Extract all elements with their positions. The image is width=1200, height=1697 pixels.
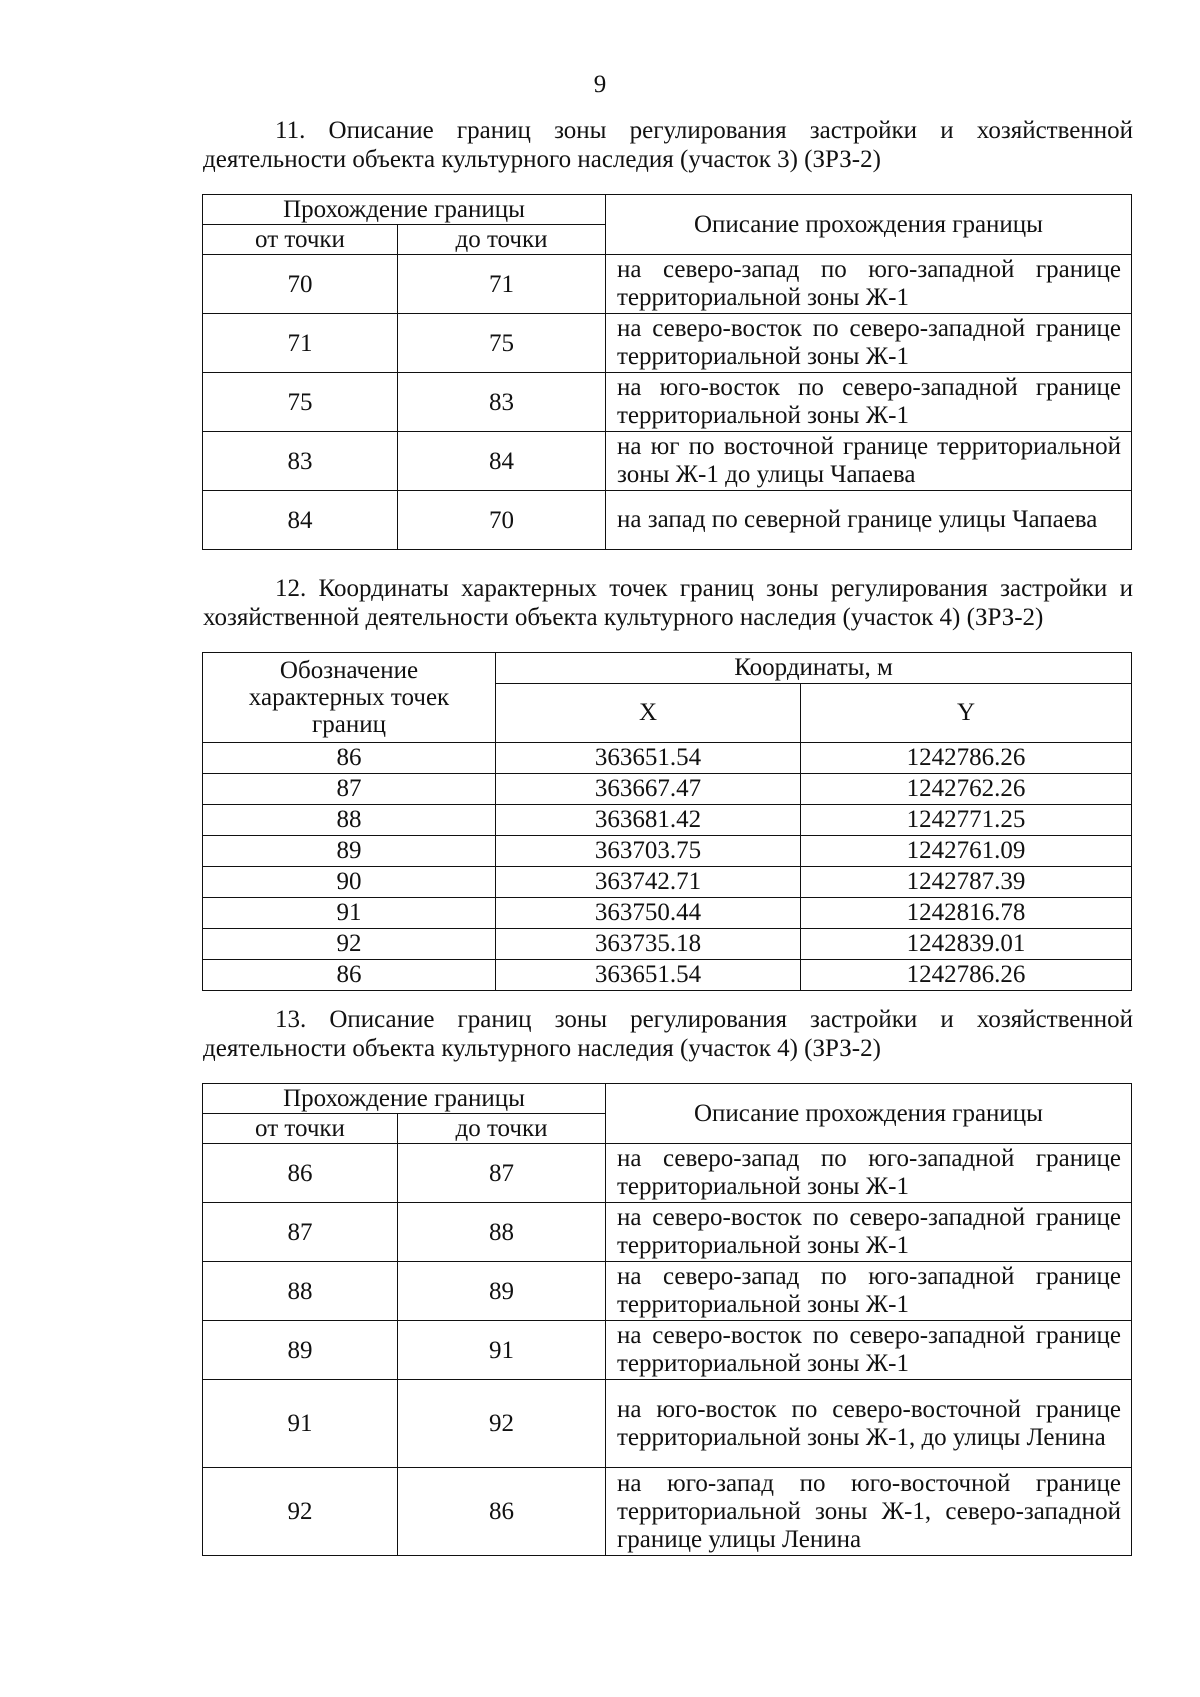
coordinates-table-section-12 [202, 652, 1132, 991]
boundary-description: на северо-запад по юго-западной границе территориальной зоны Ж-1 [606, 1262, 1132, 1321]
coord-x: 363703.75 [496, 836, 801, 867]
point-id: 86 [203, 743, 496, 774]
coord-x: 363651.54 [496, 960, 801, 991]
from-point: 71 [203, 314, 398, 373]
from-point: 83 [203, 432, 398, 491]
from-point: 88 [203, 1262, 398, 1321]
from-point: 87 [203, 1203, 398, 1262]
coord-x: 363651.54 [496, 743, 801, 774]
point-id: 86 [203, 960, 496, 991]
page-number: 9 [593, 71, 607, 98]
header-from-point: от точки [203, 225, 398, 255]
boundary-description: на северо-восток по северо-западной границе территориальной зоны Ж-1 [606, 314, 1132, 373]
from-point: 91 [203, 1380, 398, 1468]
coord-y: 1242787.39 [801, 867, 1132, 898]
table-row [203, 1321, 1132, 1380]
boundary-description: на юго-восток по северо-восточной границе территориальной зоны Ж-1, до улицы Ленина [606, 1380, 1132, 1468]
from-point: 75 [203, 373, 398, 432]
to-point: 71 [398, 255, 606, 314]
table-row [203, 373, 1132, 432]
header-coordinates: Координаты, м [496, 653, 1132, 684]
header-to-point: до точки [398, 225, 606, 255]
coord-x: 363750.44 [496, 898, 801, 929]
point-id: 92 [203, 929, 496, 960]
point-id: 87 [203, 774, 496, 805]
table-row [203, 960, 1132, 991]
to-point: 83 [398, 373, 606, 432]
table-row [203, 255, 1132, 314]
to-point: 87 [398, 1144, 606, 1203]
table-row [203, 836, 1132, 867]
header-y: Y [801, 684, 1132, 743]
to-point: 89 [398, 1262, 606, 1321]
to-point: 91 [398, 1321, 606, 1380]
table-row [203, 898, 1132, 929]
table-row [203, 743, 1132, 774]
coord-y: 1242762.26 [801, 774, 1132, 805]
boundary-description: на северо-запад по юго-западной границе территориальной зоны Ж-1 [606, 1144, 1132, 1203]
boundary-description: на юго-запад по юго-восточной границе территориальной зоны Ж-1, северо-западной границе улицы Ленина [606, 1468, 1132, 1556]
boundary-description: на северо-восток по северо-западной границе территориальной зоны Ж-1 [606, 1203, 1132, 1262]
to-point: 84 [398, 432, 606, 491]
header-boundary-description: Описание прохождения границы [606, 1084, 1132, 1144]
table-row [203, 1203, 1132, 1262]
coord-y: 1242816.78 [801, 898, 1132, 929]
boundary-description: на северо-запад по юго-западной границе территориальной зоны Ж-1 [606, 255, 1132, 314]
header-boundary-passage: Прохождение границы [203, 1084, 606, 1114]
boundary-description: на юг по восточной границе территориальной зоны Ж-1 до улицы Чапаева [606, 432, 1132, 491]
coord-y: 1242839.01 [801, 929, 1132, 960]
from-point: 84 [203, 491, 398, 550]
to-point: 92 [398, 1380, 606, 1468]
header-point-label: Обозначение характерных точек границ [203, 653, 496, 743]
to-point: 70 [398, 491, 606, 550]
from-point: 70 [203, 255, 398, 314]
header-x: X [496, 684, 801, 743]
table-row [203, 1468, 1132, 1556]
table-row [203, 929, 1132, 960]
section-12-heading: 12. Координаты характерных точек границ зоны регулирования застройки и хозяйственной деятельности объекта культурного наследия (участок 4) (ЗРЗ-2) [203, 575, 1133, 631]
header-boundary-description: Описание прохождения границы [606, 195, 1132, 255]
from-point: 92 [203, 1468, 398, 1556]
to-point: 75 [398, 314, 606, 373]
table-row [203, 314, 1132, 373]
coord-y: 1242786.26 [801, 960, 1132, 991]
section-11-heading: 11. Описание границ зоны регулирования застройки и хозяйственной деятельности объекта культурного наследия (участок 3) (ЗРЗ-2) [203, 117, 1133, 173]
table-row [203, 491, 1132, 550]
section-13-heading: 13. Описание границ зоны регулирования застройки и хозяйственной деятельности объекта культурного наследия (участок 4) (ЗРЗ-2) [203, 1006, 1133, 1062]
from-point: 89 [203, 1321, 398, 1380]
table-row [203, 1380, 1132, 1468]
header-from-point: от точки [203, 1114, 398, 1144]
to-point: 88 [398, 1203, 606, 1262]
header-to-point: до точки [398, 1114, 606, 1144]
boundary-description: на юго-восток по северо-западной границе территориальной зоны Ж-1 [606, 373, 1132, 432]
table-row [203, 1262, 1132, 1321]
table-row [203, 774, 1132, 805]
header-boundary-passage: Прохождение границы [203, 195, 606, 225]
coord-x: 363667.47 [496, 774, 801, 805]
coord-x: 363742.71 [496, 867, 801, 898]
coord-y: 1242771.25 [801, 805, 1132, 836]
table-row [203, 867, 1132, 898]
point-id: 89 [203, 836, 496, 867]
coord-x: 363735.18 [496, 929, 801, 960]
coord-y: 1242761.09 [801, 836, 1132, 867]
table-row [203, 1144, 1132, 1203]
table-row [203, 432, 1132, 491]
boundary-description: на северо-восток по северо-западной границе территориальной зоны Ж-1 [606, 1321, 1132, 1380]
to-point: 86 [398, 1468, 606, 1556]
boundary-table-section-11 [202, 194, 1132, 550]
coord-y: 1242786.26 [801, 743, 1132, 774]
table-row [203, 805, 1132, 836]
point-id: 91 [203, 898, 496, 929]
point-id: 88 [203, 805, 496, 836]
boundary-description: на запад по северной границе улицы Чапаева [606, 491, 1132, 550]
coord-x: 363681.42 [496, 805, 801, 836]
boundary-table-section-13 [202, 1083, 1132, 1556]
point-id: 90 [203, 867, 496, 898]
from-point: 86 [203, 1144, 398, 1203]
